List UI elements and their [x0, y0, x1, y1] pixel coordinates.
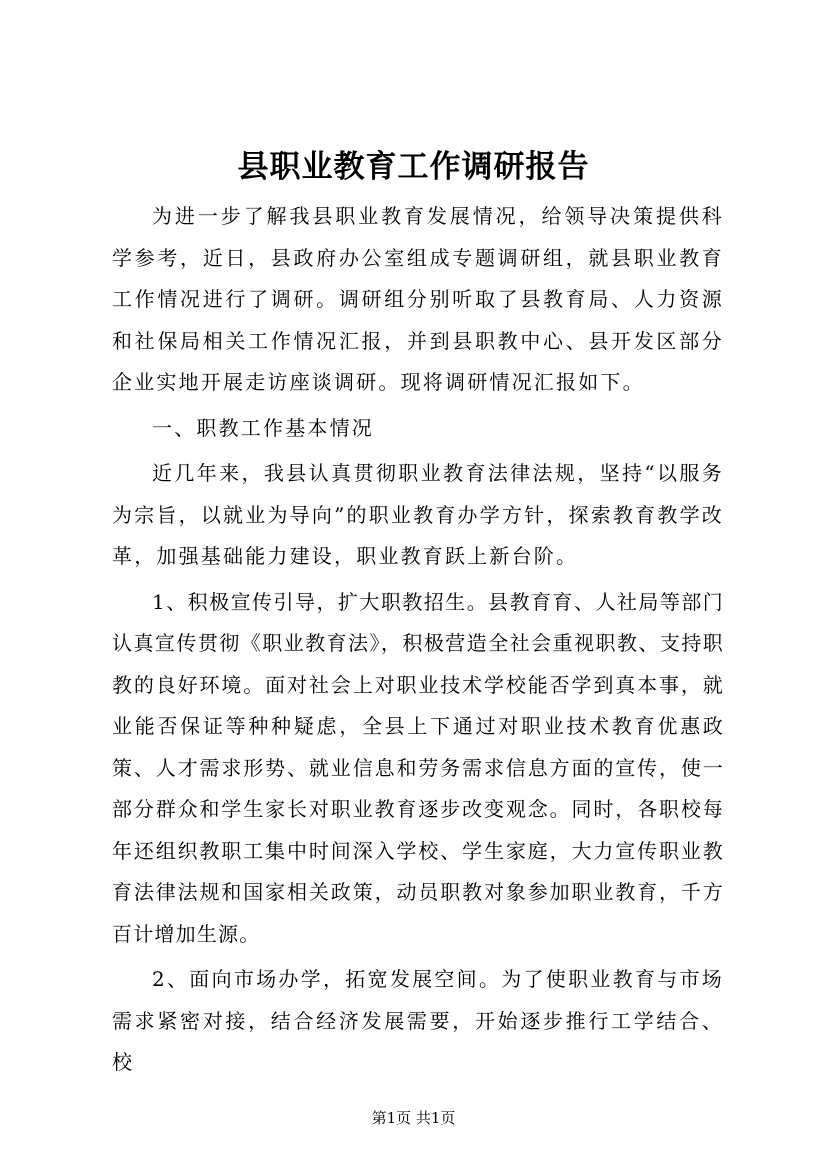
intro-paragraph: 为进一步了解我县职业教育发展情况，给领导决策提供科学参考，近日，县政府办公室组成专题调研组，就县职业教育工作情况进行了调研。调研组分别听取了县教育局、人力资源和社保局相关工作情况汇报，并到县职教中心、县开发区部分企业实地开展走访座谈调研。现将调研情况汇报如下。 — [112, 204, 724, 394]
page-footer: 第1页 共1页 — [371, 1109, 456, 1127]
section-heading: 一、职教工作基本情况 — [152, 415, 374, 440]
page-title: 县职业教育工作调研报告 — [237, 149, 590, 185]
document-body — [112, 196, 724, 1084]
overview-paragraph: 近几年来，我县认真贯彻职业教育法律法规，坚持“以服务为宗旨，以就业为导向”的职业教育办学方针，探索教育教学改革，加强基础能力建设，职业教育跃上新台阶。 — [112, 461, 724, 568]
point-2-paragraph: 2、面向市场办学，拓宽发展空间。为了使职业教育与市场需求紧密对接，结合经济发展需要，开始逐步推行工学结合、校 — [112, 967, 724, 1074]
point-1-paragraph: 1、积极宣传引导，扩大职教招生。县教育育、人社局等部门认真宣传贯彻《职业教育法》，积极营造全社会重视职教、支持职教的良好环境。面对社会上对职业技术学校能否学到真本事，就业能否保证等种种疑虑，全县上下通过对职业技术教育优惠政策、人才需求形势、就业信息和劳务需求信息方面的宣传，使一部分群众和学生家长对职业教育逐步改变观念。同时，各职校每年还组织教职工集中时间深入学校、学生家庭，大力宣传职业教育法律法规和国家相关政策，动员职教对象参加职业教育，千方百计增加生源。 — [112, 589, 724, 946]
